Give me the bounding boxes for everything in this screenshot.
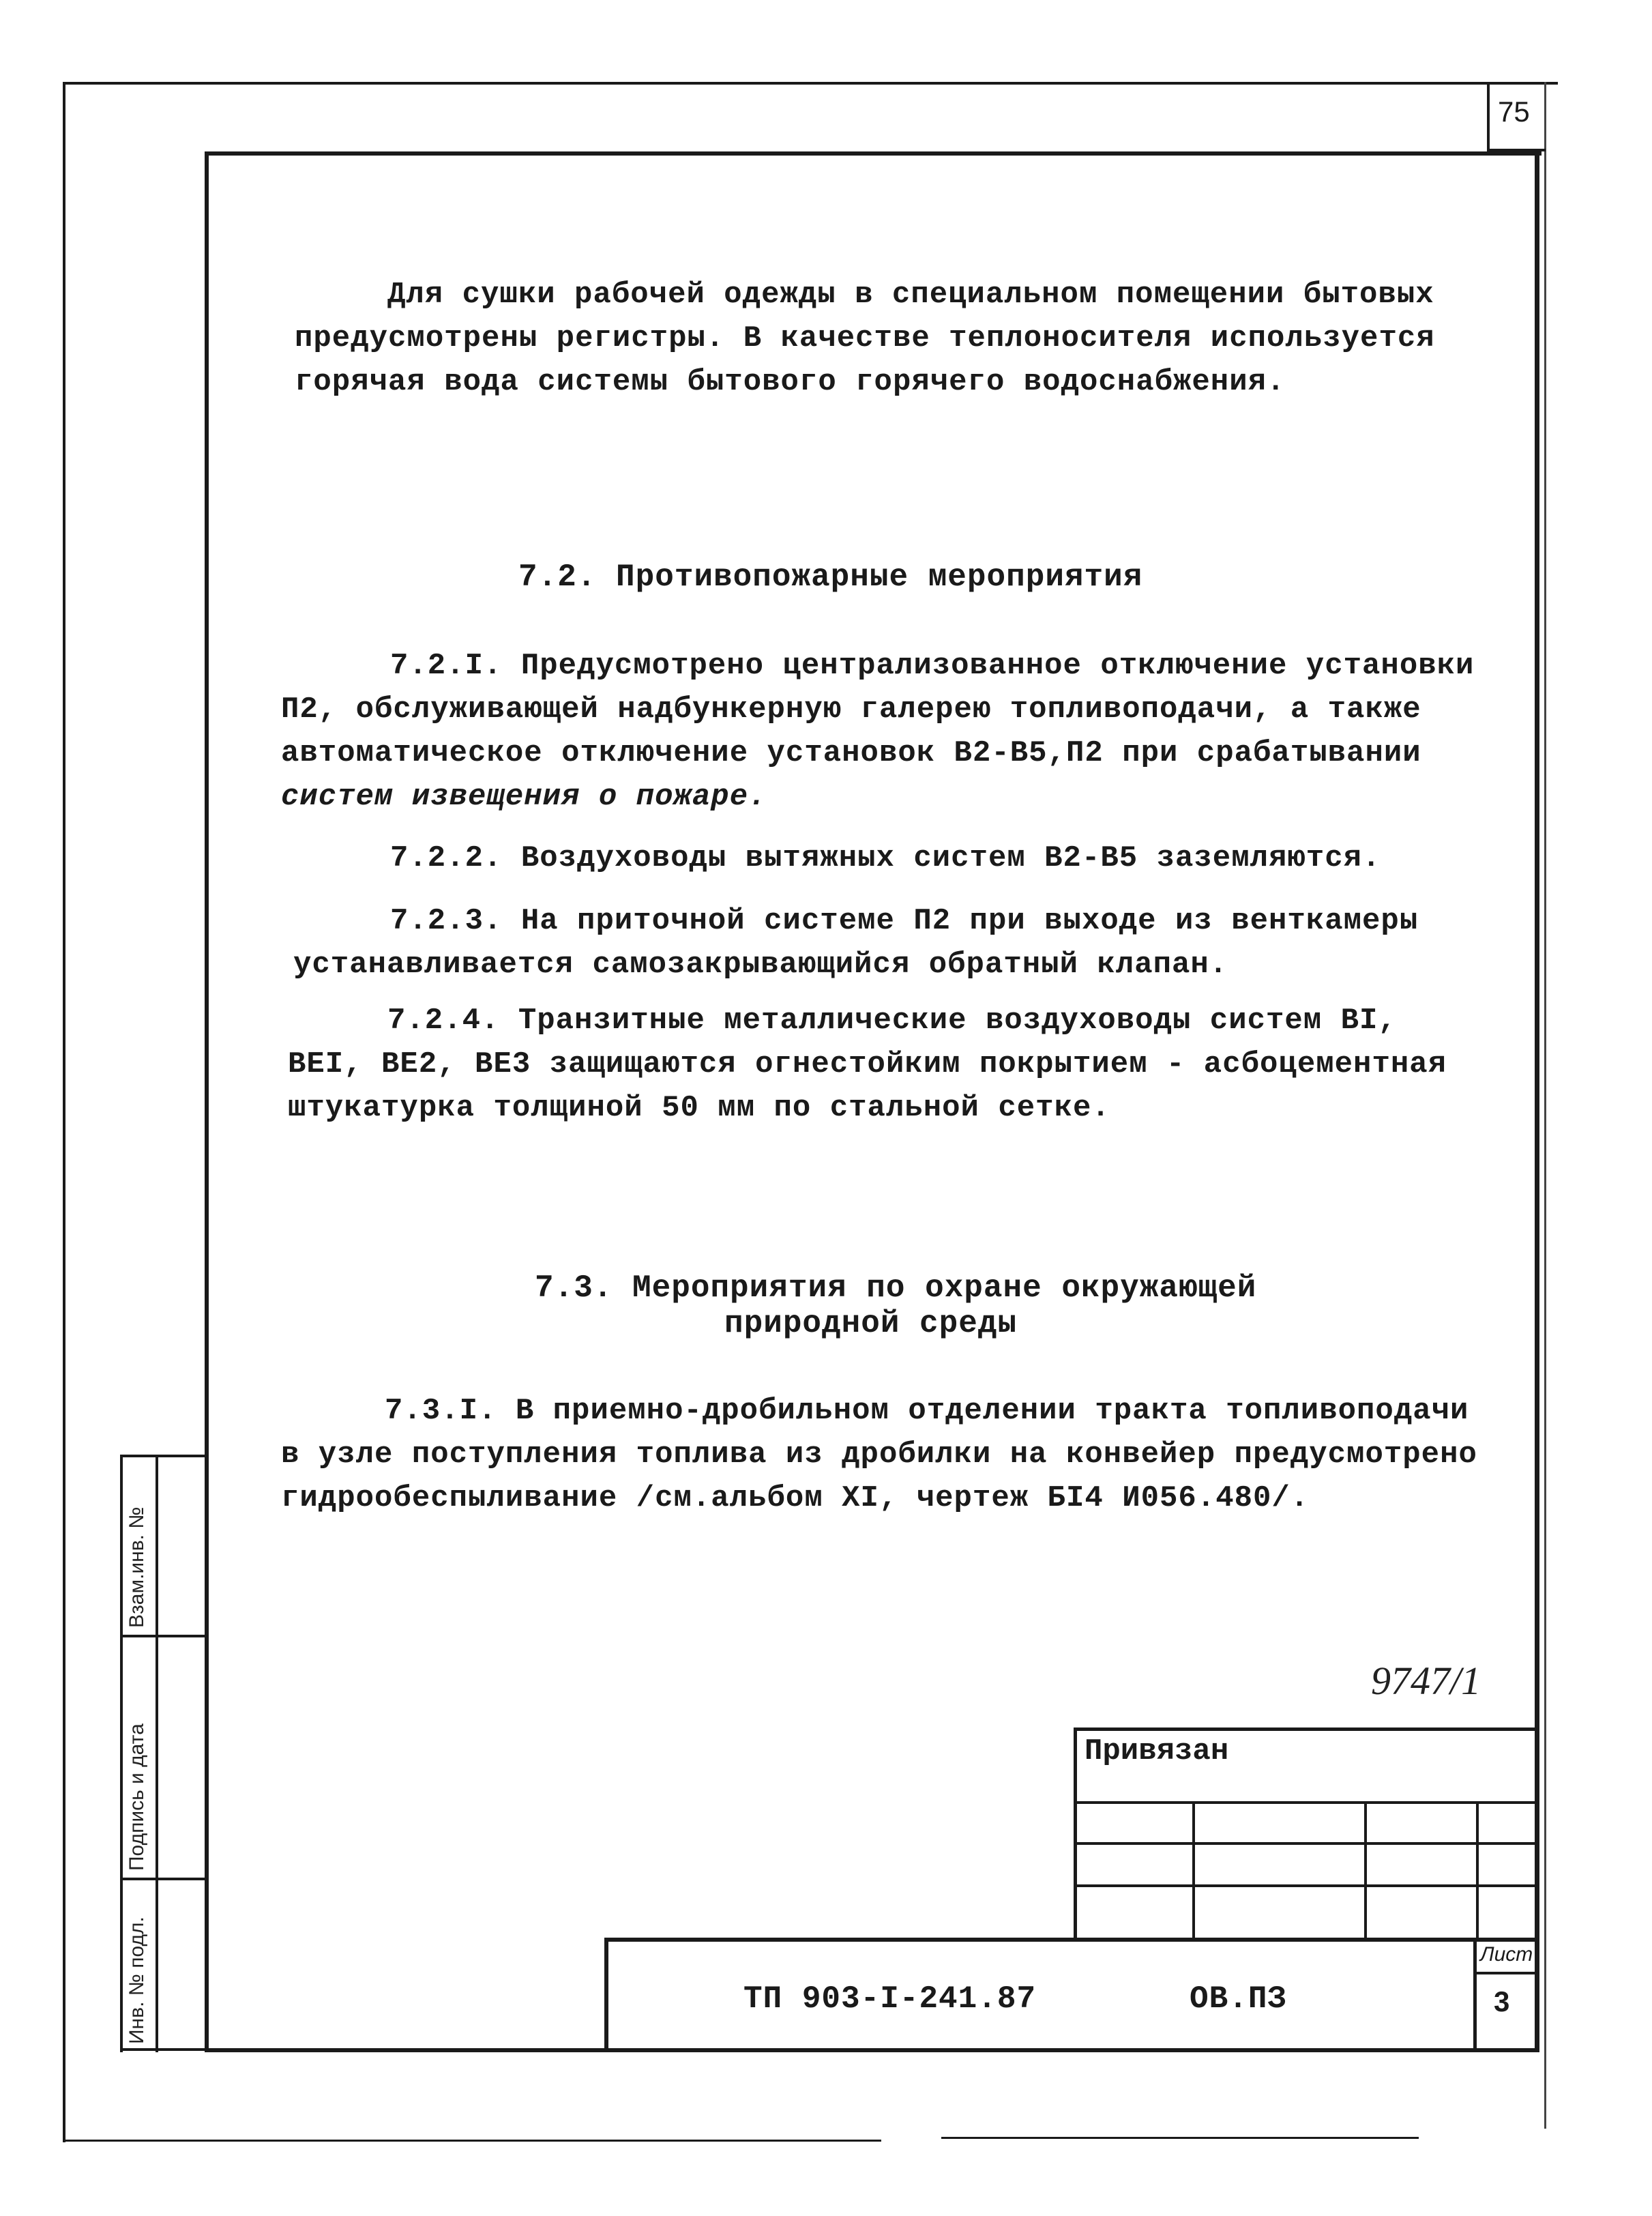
para-7-2-3-line-2: устанавливается самозакрывающийся обратный клапан.: [293, 948, 1228, 982]
side-inv-podl: Инв. № подл.: [126, 1916, 148, 2044]
outer-frame-left: [63, 82, 65, 2142]
section-7-3-title-line-2: природной среды: [724, 1306, 1018, 1341]
section-7-3-title-line-1: 7.3. Мероприятия по охране окружающей: [535, 1270, 1257, 1306]
para-7-2-3: [293, 899, 1418, 987]
para-7-2-3-line-1: 7.2.3. На приточной системе П2 при выходе из венткамеры: [390, 904, 1419, 938]
para-7-2-1-line-1: 7.2.I. Предусмотрено централизованное отключение установки: [390, 649, 1475, 683]
intro-line-2: предусмотрены регистры. В качестве теплоносителя используется: [295, 321, 1435, 355]
outer-frame-bottom-2: [941, 2137, 1419, 2139]
para-7-3-1-line-3: гидрообеспыливание /см.альбом XI, чертеж БI4 И056.480/.: [281, 1481, 1310, 1515]
stamp-col-1: [1192, 1801, 1195, 1940]
stamp-sheet-number: 3: [1494, 1985, 1510, 2017]
outer-frame-bottom: [63, 2140, 881, 2142]
inner-frame-right: [1535, 151, 1539, 2052]
side-vzam-inv: Взам.инв. №: [126, 1506, 148, 1628]
stamp-row-1: [1074, 1801, 1537, 1804]
para-7-2-4-line-3: штукатурка толщиной 50 мм по стальной сетке.: [288, 1091, 1110, 1125]
stamp-col-2: [1364, 1801, 1367, 1940]
page-number: 75: [1498, 96, 1530, 128]
para-7-2-4: [288, 999, 1447, 1130]
side-strip-top: [120, 1455, 207, 1457]
intro-paragraph: [295, 273, 1435, 404]
stamp-doc-section: ОВ.ПЗ: [1190, 1981, 1288, 2017]
outer-frame-top: [63, 82, 1558, 85]
para-7-3-1-line-1: 7.3.I. В приемно-дробильном отделении тракта топливоподачи: [385, 1394, 1469, 1428]
para-7-2-1-line-4: систем извещения о пожаре.: [281, 780, 767, 814]
inner-frame-top: [205, 151, 1542, 156]
para-7-2-4-line-2: BEI, BE2, BE3 защищаются огнестойким покрытием - асбоцементная: [288, 1047, 1447, 1081]
handwritten-number: 9747/1: [1371, 1659, 1481, 1703]
side-strip-mid: [156, 1455, 158, 2052]
outer-frame-right: [1544, 82, 1546, 2129]
stamp-title-top: [604, 1938, 1537, 1942]
stamp-sheet-label: Лист: [1480, 1943, 1533, 1966]
inner-frame-bottom: [205, 2048, 1539, 2052]
stamp-privyazan-top: [1074, 1727, 1537, 1731]
para-7-3-1-line-2: в узле поступления топлива из дробилки на конвейер предусмотрено: [281, 1438, 1477, 1472]
side-strip-left: [120, 1455, 123, 2052]
stamp-sheet-divider: [1473, 1972, 1537, 1974]
stamp-col-3: [1476, 1801, 1479, 1940]
stamp-doc-code: ТП 903-I-241.87: [743, 1981, 1037, 2017]
para-7-2-1-line-3: автоматическое отключение установок В2-В5,П2 при срабатывании: [281, 736, 1421, 770]
page-number-box-left: [1487, 83, 1490, 151]
intro-line-3: горячая вода системы бытового горячего водоснабжения.: [295, 365, 1286, 399]
para-7-2-4-line-1: 7.2.4. Транзитные металлические воздуховоды систем BI,: [387, 1004, 1397, 1038]
side-strip-bottom: [120, 2048, 207, 2051]
inner-frame-left: [205, 151, 209, 2052]
intro-line-1: Для сушки рабочей одежды в специальном помещении бытовых: [387, 278, 1434, 312]
side-strip-div1: [120, 1635, 207, 1637]
side-podpis-data: Подпись и дата: [126, 1723, 148, 1871]
para-7-2-2-line-1: 7.2.2. Воздуховоды вытяжных систем В2-В5 заземляются.: [390, 841, 1381, 875]
para-7-3-1: [281, 1389, 1477, 1520]
stamp-sheet-col: [1473, 1938, 1477, 2052]
stamp-title-left: [604, 1938, 608, 2052]
stamp-privyazan-label: Привязан: [1085, 1734, 1229, 1768]
para-7-2-2: [390, 836, 1381, 880]
stamp-privyazan-left: [1074, 1727, 1077, 1940]
para-7-2-1-line-2: П2, обслуживающей надбункерную галерею топливоподачи, а также: [281, 692, 1421, 727]
para-7-2-1: [281, 644, 1474, 819]
stamp-row-2: [1074, 1842, 1537, 1845]
side-strip-div2: [120, 1878, 207, 1880]
section-7-2-title: 7.2. Противопожарные мероприятия: [518, 559, 1143, 595]
stamp-row-3: [1074, 1884, 1537, 1887]
